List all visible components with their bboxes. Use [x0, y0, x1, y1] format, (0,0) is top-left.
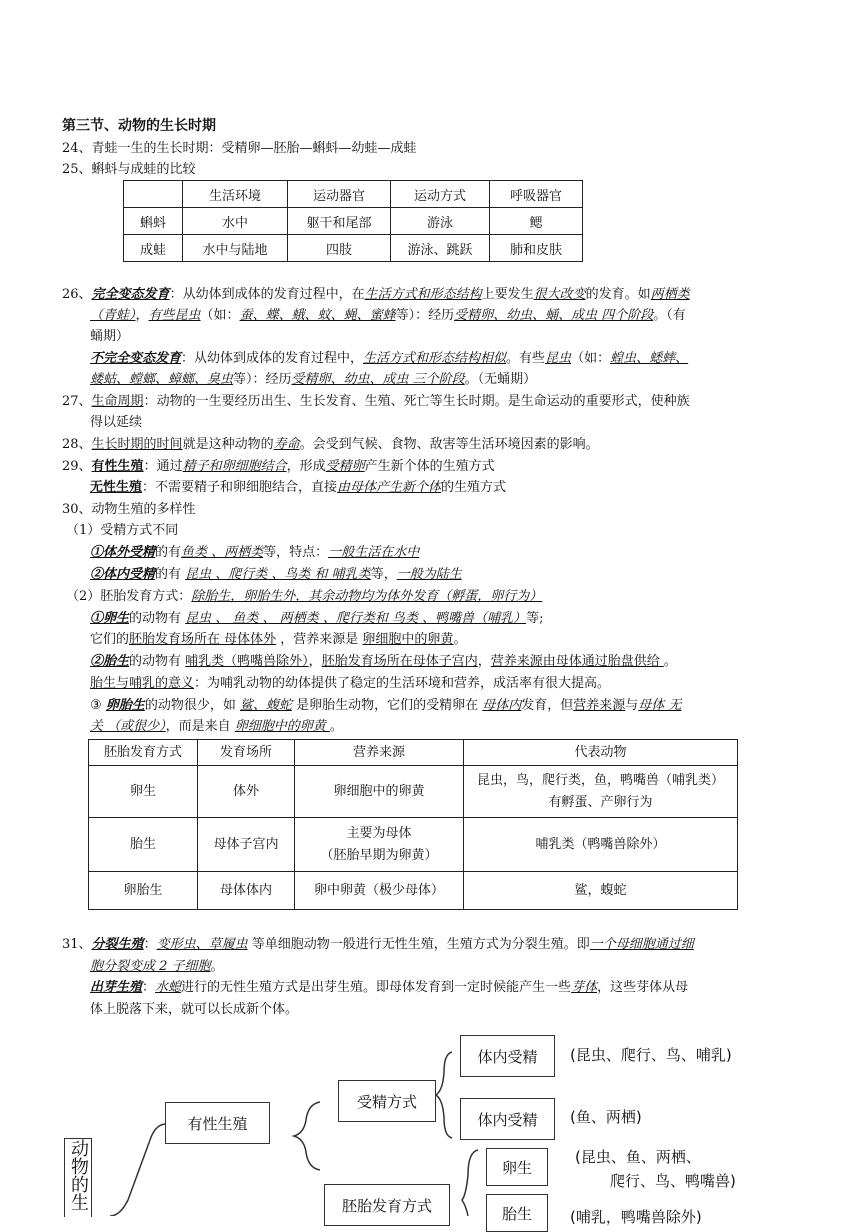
term-complete-metamorphosis: 完全变态发育: [91, 287, 170, 302]
table-header-cell: 运动器官: [288, 181, 391, 208]
table-cell: 游泳: [391, 208, 490, 235]
table-header-row: [89, 740, 738, 766]
table-cell: 母体体内: [198, 872, 295, 910]
table-cell: 卵生: [89, 766, 198, 818]
oviparous-line1: [90, 609, 543, 629]
key-phrase: 有些昆虫: [148, 308, 201, 323]
key-phrase: 母体子宫内: [412, 654, 478, 669]
node-fertilization-method: 受精方式: [338, 1080, 436, 1122]
table-row: [124, 208, 583, 235]
item-number: 27、: [62, 394, 92, 409]
key-phrase: （青蛙）: [90, 308, 136, 323]
text: ：通过: [143, 459, 183, 474]
key-phrase: 受精卵、幼虫、蛹、成虫 四个阶段: [454, 308, 654, 323]
cell-line: 有孵蛋、产卵行为: [548, 794, 653, 810]
brace-embryo: [462, 1150, 478, 1216]
text: 的动物很少，如: [144, 698, 240, 713]
item-number: 31、: [62, 937, 92, 952]
paragraph-25: 25、蝌蚪与成蛙的比较: [62, 162, 196, 177]
paragraph-31-line2: [90, 957, 224, 977]
key-phrase: 生活方式和形态结构相似: [363, 351, 507, 366]
table-cell: 胎生: [89, 818, 198, 872]
key-phrase: 营养来源: [573, 698, 626, 713]
term-incomplete-metamorphosis: 不完全变态发育: [90, 351, 182, 366]
text: 产生新个体的生殖方式: [364, 459, 495, 474]
cell-line: 昆虫，鸟，爬行类，鱼，鸭嘴兽（哺乳类）: [476, 772, 724, 788]
item-number: 26、: [62, 287, 92, 302]
key-phrase: 卵细胞中的卵黄: [234, 719, 330, 734]
paragraph-26-line5: [90, 370, 536, 390]
key-phrase: 昆虫 、爬行类 、鸟类 和 哺乳类: [185, 567, 371, 582]
text: 是卵胎生动物，它们的受精卵在: [291, 698, 483, 713]
text: 。（无蛹期）: [464, 372, 537, 387]
text: 等）：经历: [233, 372, 292, 387]
term-ovoviviparous: 卵胎生: [105, 698, 145, 713]
text: 。: [453, 632, 467, 647]
key-phrase: 芽体: [571, 980, 598, 995]
node-embryo-development: 胚胎发育方式: [324, 1184, 450, 1226]
key-phrase: 寿命: [273, 437, 300, 452]
table-cell: 鲨，蝮蛇: [464, 872, 738, 910]
table-cell: 卵胎生: [89, 872, 198, 910]
brace-fertilization: [436, 1052, 452, 1138]
table-cell: [295, 818, 464, 872]
text: ：为哺乳动物的幼体提供了稳定的生活环境和营养，成活率有很大提高。: [194, 676, 611, 691]
paragraph-31-line3: [90, 978, 688, 998]
table-cell: 水中与陆地: [183, 235, 288, 262]
key-phrase: 营养来源由母体通过胎盘供给: [490, 654, 664, 669]
text: ，营养来源是: [276, 632, 363, 647]
ovoviviparous-line1: [90, 696, 681, 716]
paragraph-26-line4: [90, 349, 688, 369]
text: 的生殖方式: [441, 480, 507, 495]
text: 。会受到气候、食物、敌害等生活环境因素的影响。: [299, 437, 599, 452]
term-oviparous: ①卵生: [90, 611, 130, 626]
node-internal-fertilization: 体内受精: [460, 1035, 555, 1077]
text: 的有: [155, 567, 186, 582]
text: ，: [135, 308, 149, 323]
table-row: [89, 818, 738, 872]
table-header-cell: 营养来源: [295, 740, 464, 766]
text: 进行的无性生殖方式是出芽生殖。即母体发育到一定时候能产生一些: [181, 980, 572, 995]
table-cell: 卵中卵黄（极少母体）: [295, 872, 464, 910]
table-cell: 母体子宫内: [198, 818, 295, 872]
paragraph-31-line4: 体上脱落下来，就可以长成新个体。: [90, 1002, 299, 1017]
key-phrase: 胚胎发育场所在: [321, 654, 413, 669]
key-phrase: 哺乳类（鸭嘴兽除外）: [185, 654, 309, 669]
key-phrase: 昆虫: [545, 351, 572, 366]
key-phrase: 昆虫 、 鱼类 、 两栖类 、爬行类和 鸟类 、鸭嘴兽（哺乳）: [185, 611, 527, 626]
embryo-development-table: [88, 739, 738, 910]
text: 就是这种动物的: [182, 437, 274, 452]
table-header-row: [124, 181, 583, 208]
node-external-fertilization: 体内受精: [460, 1098, 555, 1140]
text: ，这些芽体从母: [597, 980, 689, 995]
oviparous-line2: [90, 630, 466, 650]
key-phrase: 除胎生，卵胎生外，其余动物均为体外发育（孵蛋，卵行为）: [191, 589, 543, 604]
note-oviparous-1: (昆虫、鱼、两栖、: [575, 1148, 701, 1166]
paragraph-26-line1: [62, 285, 690, 305]
key-phrase: 蚕、蝶、蛾、蚊、蝇、蜜蜂: [239, 308, 396, 323]
node-sexual-reproduction: 有性生殖: [165, 1102, 270, 1144]
table-row: [89, 872, 738, 910]
text: （如：: [200, 308, 240, 323]
text: 等;: [526, 611, 544, 626]
term-asexual-reproduction: 无性生殖: [90, 480, 143, 495]
text: ③: [90, 698, 106, 713]
text: 的有: [155, 545, 182, 560]
table-header-cell: 运动方式: [391, 181, 490, 208]
key-phrase: 生长时期的时间: [91, 437, 183, 452]
text: 。有些: [506, 351, 546, 366]
text: ，形成: [286, 459, 326, 474]
text: 它们的: [90, 632, 130, 647]
node-viviparous: 胎生: [486, 1194, 548, 1232]
key-phrase: 由母体产生新个体: [337, 480, 442, 495]
key-phrase: 一个母细胞通过细: [589, 937, 694, 952]
node-oviparous: 卵生: [486, 1148, 548, 1186]
paragraph-29-line2: [90, 478, 506, 498]
term-budding: 出芽生殖: [90, 980, 143, 995]
text: ：从幼体到成体的发育过程中，: [181, 351, 364, 366]
text: ，而是来自: [165, 719, 235, 734]
key-phrase: 母体 无: [638, 698, 682, 713]
key-phrase: 蝼蛄、螳螂、蟑螂、臭虫: [90, 372, 234, 387]
text: ：动物的一生要经历出生、生长发育、生殖、死亡等生长时期。是生命运动的重要形式，使种族: [143, 394, 690, 409]
text: 等）：经历: [395, 308, 455, 323]
table-cell: 肺和皮肤: [490, 235, 583, 262]
text: 的发育。如: [585, 287, 651, 302]
key-phrase: 鱼类 、两栖类: [181, 545, 264, 560]
table-cell: 体外: [198, 766, 295, 818]
key-phrase: 一般生活在水中: [328, 545, 420, 560]
viviparous-line2: [90, 674, 610, 694]
text: 与: [625, 698, 639, 713]
table-cell: 哺乳类（鸭嘴兽除外）: [464, 818, 738, 872]
cell-line: 主要为母体: [346, 825, 412, 841]
key-phrase: 蝗虫、蟋蟀、: [610, 351, 689, 366]
key-phrase: 胚胎发育场所在 母体体外: [129, 632, 277, 647]
text: ：不需要精子和卵细胞结合，直接: [142, 480, 338, 495]
table-cell: 四肢: [288, 235, 391, 262]
subsection-embryo-development: [66, 587, 542, 607]
key-phrase: 胞分裂变成 2 子细胞: [90, 959, 211, 974]
table-cell: 卵细胞中的卵黄: [295, 766, 464, 818]
ovoviviparous-line2: [90, 717, 343, 737]
table-cell: 水中: [183, 208, 288, 235]
table-cell: 游泳、跳跃: [391, 235, 490, 262]
key-phrase: 生活方式和形态结构: [364, 287, 482, 302]
text: ：从幼体到成体的发育过程中，在: [169, 287, 365, 302]
text: 。: [210, 959, 224, 974]
table-header-cell: 代表动物: [464, 740, 738, 766]
key-phrase: 很大改变: [533, 287, 586, 302]
paragraph-28: [62, 435, 599, 455]
text: 等单细胞动物一般进行无性生殖，生殖方式为分裂生殖。即: [247, 937, 590, 952]
table-header-cell: 呼吸器官: [490, 181, 583, 208]
term-external-fertilization: ①体外受精: [90, 545, 156, 560]
subsection-fertilization: （1）受精方式不同: [66, 523, 179, 538]
paragraph-24: 24、青蛙一生的生长时期：受精卵—胚胎—蝌蚪—幼蛙—成蛙: [62, 141, 417, 156]
table-cell: 躯干和尾部: [288, 208, 391, 235]
brace-sexual: [294, 1102, 320, 1170]
table-row: [124, 235, 583, 262]
note-oviparous-2: 爬行、鸟、鸭嘴兽): [610, 1172, 736, 1190]
key-phrase: 母体内: [482, 698, 522, 713]
text: 的动物有: [129, 654, 186, 669]
term-life-cycle: 生命周期: [91, 394, 144, 409]
text: 上要发生: [481, 287, 534, 302]
key-phrase: 关 （或很少）: [90, 719, 166, 734]
table-row: [89, 766, 738, 818]
paragraph-26-line3: 蛹期）: [90, 329, 130, 344]
key-phrase: 受精卵: [325, 459, 365, 474]
tadpole-frog-table: [123, 180, 583, 262]
viviparous-line1: [90, 652, 677, 672]
term-fission: 分裂生殖: [91, 937, 144, 952]
note-viviparous: (哺乳，鸭嘴兽除外): [570, 1208, 702, 1226]
paragraph-27-line1: [62, 392, 690, 412]
note-internal-fertilization: (昆虫、爬行、鸟、哺乳): [570, 1046, 732, 1064]
paragraph-29-line1: [62, 457, 495, 477]
item-number: 28、: [62, 437, 92, 452]
root-node-animal-reproduction: [64, 1138, 92, 1217]
key-phrase: 两栖类: [650, 287, 690, 302]
note-external-fertilization: (鱼、两栖): [570, 1108, 642, 1126]
key-phrase: 一般为陆生: [396, 567, 462, 582]
term-viviparous: ②胎生: [90, 654, 130, 669]
paragraph-31-line1: [62, 935, 694, 955]
cell-line: （胚胎早期为卵黄）: [320, 847, 438, 863]
brace-root: [110, 1124, 165, 1216]
text: 等，特点：: [263, 545, 329, 560]
table-cell: [464, 766, 738, 818]
text: ，: [477, 654, 491, 669]
table-cell: 鳃: [490, 208, 583, 235]
text: ：: [142, 980, 156, 995]
text: 发育，但: [521, 698, 574, 713]
table-cell: 蝌蚪: [124, 208, 183, 235]
text: （2）胚胎发育方式：: [66, 589, 192, 604]
key-phrase: 水螅: [155, 980, 182, 995]
table-header-cell: 胚胎发育方式: [89, 740, 198, 766]
text: （如：: [571, 351, 611, 366]
paragraph-26-line2: [90, 306, 686, 326]
paragraph-30-title: 30、动物生殖的多样性: [62, 502, 196, 517]
table-header-cell: [124, 181, 183, 208]
key-phrase: 精子和卵细胞结合: [182, 459, 287, 474]
term-internal-fertilization: ②体内受精: [90, 567, 156, 582]
item-number: 29、: [62, 459, 92, 474]
internal-fertilization-line: [90, 565, 462, 585]
external-fertilization-line: [90, 543, 419, 563]
key-phrase: 胎生与哺乳的意义: [90, 676, 195, 691]
text: 的动物有: [129, 611, 186, 626]
key-phrase: 受精卵、幼虫、成虫 三个阶段: [291, 372, 465, 387]
section-title: 第三节、动物的生长时期: [62, 118, 216, 134]
term-sexual-reproduction: 有性生殖: [91, 459, 144, 474]
table-header-cell: 发育场所: [198, 740, 295, 766]
table-cell: 成蛙: [124, 235, 183, 262]
key-phrase: 卵细胞中的卵黄: [362, 632, 454, 647]
key-phrase: 鲨、蝮蛇: [239, 698, 292, 713]
text: 等，: [370, 567, 397, 582]
root-label: 动物的生: [68, 1139, 89, 1211]
text: 。（有: [653, 308, 686, 323]
key-phrase: 变形虫、草履虫: [156, 937, 248, 952]
text: ，: [308, 654, 322, 669]
table-header-cell: 生活环境: [183, 181, 288, 208]
paragraph-27-line2: 得以延续: [90, 415, 143, 430]
text: 。: [663, 654, 677, 669]
text: 。: [329, 719, 343, 734]
text: ：: [143, 937, 157, 952]
